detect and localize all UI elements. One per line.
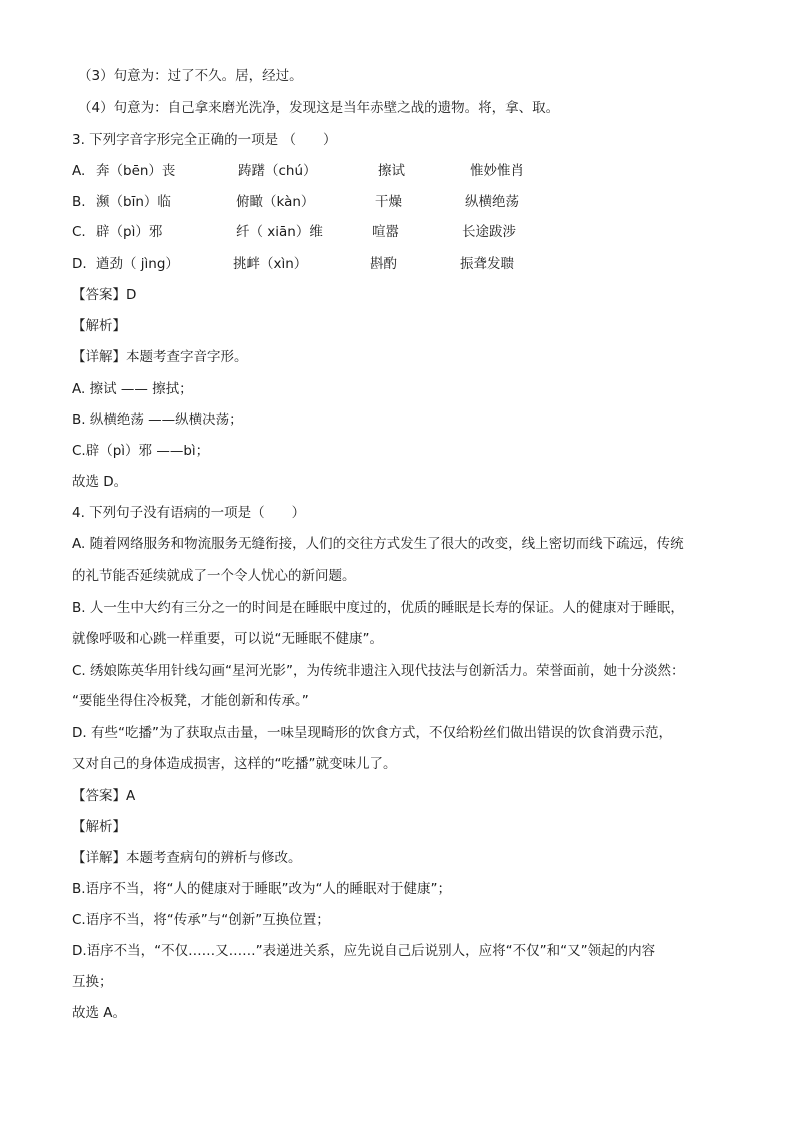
option-c-line-2: “要能坐得住冷板凳，才能创新和传承。”: [72, 693, 309, 709]
explanation-c: C.语序不当，将“传承”与“创新”互换位置；: [72, 912, 330, 928]
choice-4: 故选 A。: [72, 1005, 127, 1021]
explanation-d-line-2: 互换；: [72, 974, 113, 990]
explanation-b: B.语序不当，将“人的健康对于睡眠”改为“人的睡眠对于健康”；: [72, 881, 452, 897]
note-4: （4）句意为：自己拿来磨光洗净，发现这是当年赤壁之战的遗物。将，拿、取。: [78, 100, 560, 116]
detail-3: 【详解】本题考查字音字形。: [72, 349, 248, 365]
option-word: 振聋发聩: [460, 256, 514, 272]
option-word: 喧嚣: [372, 224, 399, 240]
option-word: 踌躇（chú）: [238, 163, 317, 179]
option-word: 惟妙惟肖: [470, 163, 524, 179]
option-a-line-1: A. 随着网络服务和物流服务无缝衔接，人们的交往方式发生了很大的改变，线上密切而线下疏远，传统: [72, 536, 684, 552]
option-word: 濒（bīn）临: [96, 194, 171, 210]
option-d-line-1: D. 有些“吃播”为了获取点击量，一味呈现畸形的饮食方式，不仅给粉丝们做出错误的饮食消费示范，: [72, 725, 672, 741]
option-word: 挑衅（xìn）: [233, 256, 308, 272]
option-label: B.: [72, 194, 86, 210]
option-b-line-2: 就像呼吸和心跳一样重要，可以说“无睡眠不健康”。: [72, 631, 383, 647]
answer-4: 【答案】A: [72, 788, 136, 804]
option-word: 辟（pì）邪: [96, 224, 163, 240]
option-word: 斟酌: [370, 256, 397, 272]
analysis-heading-4: 【解析】: [72, 819, 126, 835]
explanation-line: C.辟（pì）邪 ——bì；: [72, 443, 210, 459]
option-word: 俯瞰（kàn）: [236, 194, 315, 210]
analysis-heading-3: 【解析】: [72, 318, 126, 334]
explanation-line: A. 擦试 —— 擦拭；: [72, 381, 193, 397]
option-word: 纵横绝荡: [465, 194, 519, 210]
question-4-stem: 4. 下列句子没有语病的一项是（ ）: [72, 505, 306, 521]
choice-3: 故选 D。: [72, 474, 128, 490]
option-label: C.: [72, 224, 86, 240]
option-b-line-1: B. 人一生中大约有三分之一的时间是在睡眠中度过的，优质的睡眠是长寿的保证。人的健康对于睡眠，: [72, 600, 684, 616]
option-d-line-2: 又对自己的身体造成损害，这样的“吃播”就变味儿了。: [72, 756, 397, 772]
answer-3: 【答案】D: [72, 287, 137, 303]
note-3: （3）句意为：过了不久。居，经过。: [78, 68, 303, 84]
option-word: 长途跋涉: [462, 224, 516, 240]
explanation-d-line-1: D.语序不当，“不仅……又……”表递进关系，应先说自己后说别人，应将“不仅”和“又”领起的内容: [72, 943, 656, 959]
option-c-line-1: C. 绣娘陈英华用针线勾画“星河光影”，为传统非遗注入现代技法与创新活力。荣誉面前，她十分淡然：: [72, 663, 685, 679]
question-3-stem: 3. 下列字音字形完全正确的一项是 （ ）: [72, 132, 337, 148]
option-word: 干燥: [375, 194, 402, 210]
option-label: A.: [72, 163, 86, 179]
option-word: 奔（bēn）丧: [96, 163, 176, 179]
option-word: 纤（ xiān）维: [236, 224, 323, 240]
option-word: 遒劲（ jìng）: [96, 256, 179, 272]
option-label: D.: [72, 256, 87, 272]
option-word: 擦试: [378, 163, 405, 179]
explanation-line: B. 纵横绝荡 ——纵横决荡；: [72, 412, 243, 428]
option-a-line-2: 的礼节能否延续就成了一个令人忧心的新问题。: [72, 568, 356, 584]
detail-4: 【详解】本题考查病句的辨析与修改。: [72, 850, 302, 866]
